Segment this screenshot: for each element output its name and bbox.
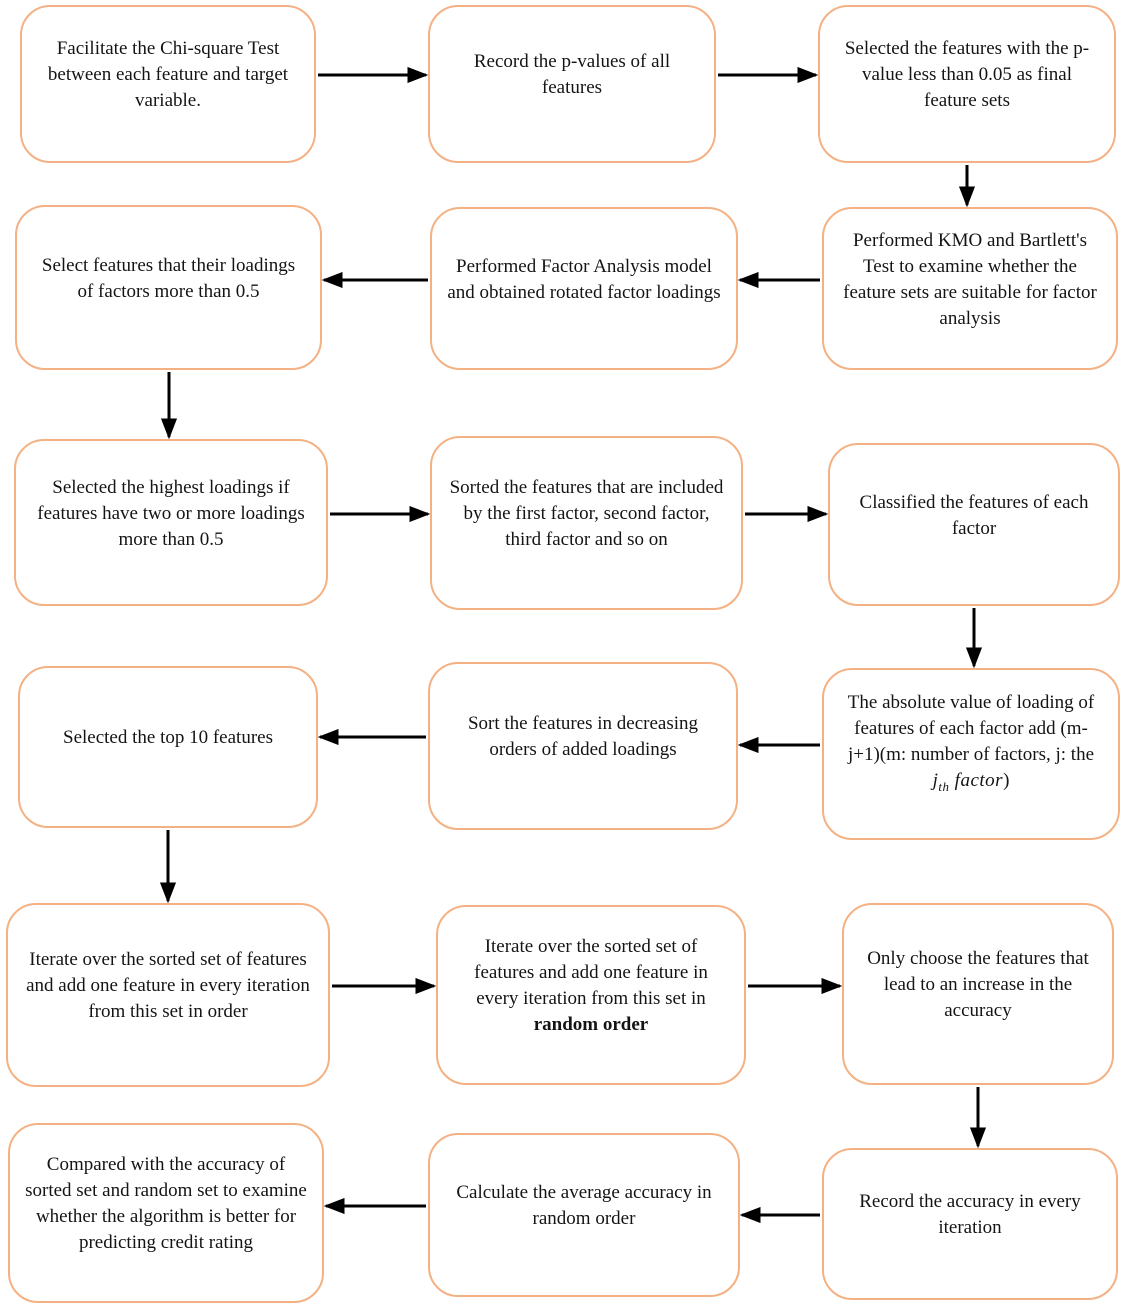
flow-box-text-segment: Record the accuracy in every iteration: [859, 1191, 1081, 1238]
flow-box-b6: [15, 205, 322, 370]
flow-box-text-segment: Selected the highest loadings if features have two or more loadings more than 0.5: [37, 476, 305, 550]
flow-box-text-segment: j: [932, 770, 939, 792]
flow-box-text-segment: th: [938, 778, 950, 794]
flow-box-b11: [428, 662, 738, 830]
flow-box-text: [839, 1189, 1101, 1241]
flow-box-text-segment: Sort the features in decreasing orders of added loadings: [467, 713, 699, 760]
flow-box-text-segment: Select features that their loadings of factors more than 0.5: [41, 254, 296, 302]
flow-box-text-segment: Performed Factor Analysis model and obtained rotated factor loadings: [447, 255, 721, 303]
flow-box-b13: [6, 903, 330, 1087]
flow-box-text: [839, 690, 1103, 800]
flow-box-text-segment: Selected the features with the p-value less than 0.05 as final feature sets: [844, 38, 1090, 111]
flow-box-b1: [20, 5, 316, 163]
flow-box-text-segment: Record the p-values of all features: [473, 51, 671, 98]
flow-box-text-segment: Performed KMO and Bartlett's Test to examine whether the feature sets are suitable for factor analysis: [843, 229, 1097, 329]
flow-box-text: [32, 253, 305, 305]
flow-box-text: [445, 711, 721, 763]
flow-box-text: [447, 475, 726, 553]
flow-box-text-segment: Compared with the accuracy of sorted set and random set to examine whether the algorithm is better for predicting credit rating: [25, 1154, 307, 1253]
flow-box-text-segment: The absolute value of loading of features of each factor add (m-j+1)(m: number of factors, j: the: [847, 692, 1095, 766]
flow-box-text: [445, 1180, 723, 1232]
flow-box-b15: [842, 903, 1114, 1085]
flow-box-text: [25, 1152, 307, 1256]
flow-box-text: [835, 36, 1099, 114]
flow-box-b18: [8, 1123, 324, 1303]
flow-box-text-segment: Classified the features of each factor: [859, 491, 1089, 539]
flow-box-text: [31, 475, 311, 553]
flow-box-b2: [428, 5, 716, 163]
flow-box-text-segment: Sorted the features that are included by the first factor, second factor, third factor and so on: [449, 477, 724, 550]
flow-box-text-segment: Selected the top 10 features: [63, 727, 273, 748]
flow-box-text-segment: random order: [533, 1014, 649, 1035]
flow-box-text-segment: factor: [949, 770, 1004, 792]
flow-box-text-segment: Calculate the average accuracy in random order: [456, 1182, 712, 1229]
flow-box-b9: [828, 443, 1120, 606]
flow-box-text-segment: ): [1003, 770, 1010, 792]
flow-box-b16: [822, 1148, 1118, 1300]
flow-box-b7: [14, 439, 328, 606]
flow-box-b12: [18, 666, 318, 828]
flow-box-b8: [430, 436, 743, 610]
flow-box-text: [447, 254, 721, 306]
flow-box-text-segment: Iterate over the sorted set of features and add one feature in every iteration from this set in: [474, 936, 708, 1009]
flow-box-text: [453, 934, 729, 1038]
flow-box-text: [23, 947, 313, 1025]
flow-box-text-segment: Iterate over the sorted set of features and add one feature in every iteration from this set in order: [26, 949, 310, 1022]
flow-box-text: [63, 725, 273, 751]
flow-box-b14: [436, 905, 746, 1085]
flow-box-text: [839, 228, 1101, 332]
flow-box-b5: [430, 207, 738, 370]
flow-box-text-segment: Facilitate the Chi-square Test between each feature and target variable.: [47, 38, 289, 111]
flow-box-text: [445, 49, 699, 101]
flow-box-text-segment: Only choose the features that lead to an increase in the accuracy: [867, 948, 1089, 1021]
flow-box-b17: [428, 1133, 740, 1297]
flow-box-b4: [822, 207, 1118, 370]
flow-box-text: [859, 946, 1097, 1024]
flow-box-b3: [818, 5, 1116, 163]
flow-box-text: [845, 490, 1103, 542]
flow-box-b10: [822, 668, 1120, 840]
flow-box-text: [37, 36, 299, 114]
